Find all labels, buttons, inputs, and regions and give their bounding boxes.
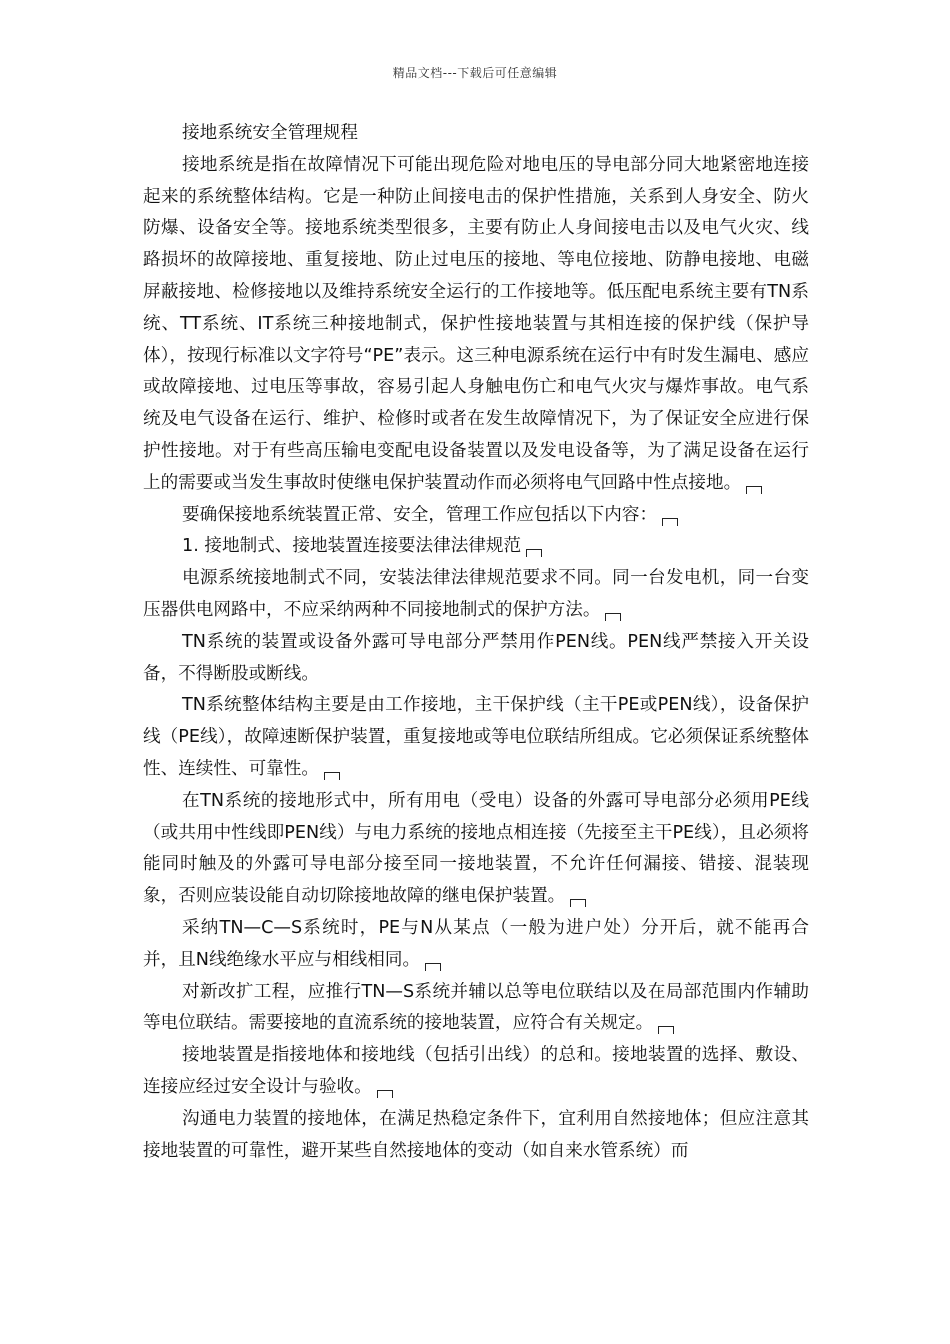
paragraph xyxy=(143,913,809,977)
document-title: 接地系统安全管理规程 xyxy=(182,123,358,143)
paragraph-end-mark-icon xyxy=(570,899,586,907)
paragraph-text: 采纳TN—C—S系统时，PE与N从某点（一般为进户处）分开后，就不能再合并，且N线绝缘水平应与相线相同。 xyxy=(143,917,809,970)
paragraph-text: 对新改扩工程，应推行TN—S系统并辅以总等电位联结以及在局部范围内作辅助等电位联结。需要接地的直流系统的接地装置，应符合有关规定。 xyxy=(143,981,809,1034)
paragraph-end-mark-icon xyxy=(425,963,441,971)
paragraph xyxy=(143,627,809,691)
paragraph-end-mark-icon xyxy=(377,1090,393,1098)
paragraph-text: 在TN系统的接地形式中，所有用电（受电）设备的外露可导电部分必须用PE线（或共用中性线即PEN线）与电力系统的接地点相连接（先接至主干PE线），且必须将能同时触及的外露可导电部分接至同一接地装置，不允许任何漏接、错接、混装现象，否则应装设能自动切除接地故障的继电保护装置。 xyxy=(143,790,809,907)
paragraph-end-mark-icon xyxy=(526,549,542,557)
paragraph-text: TN系统整体结构主要是由工作接地，主干保护线（主干PE或PEN线），设备保护线（PE线），故障速断保护装置，重复接地或等电位联结所组成。它必须保证系统整体性、连续性、可靠性。 xyxy=(143,695,809,779)
paragraph-end-mark-icon xyxy=(605,613,621,621)
document-body xyxy=(143,118,809,1167)
paragraph-end-mark-icon xyxy=(746,486,762,494)
paragraph xyxy=(143,1040,809,1104)
paragraph-text: 电源系统接地制式不同，安装法律法律规范要求不同。同一台发电机，同一台变压器供电网路中，不应采纳两种不同接地制式的保护方法。 xyxy=(143,568,809,620)
paragraph xyxy=(143,563,809,627)
paragraph-text: 接地装置是指接地体和接地线（包括引出线）的总和。接地装置的选择、敷设、连接应经过安全设计与验收。 xyxy=(143,1045,809,1097)
paragraph xyxy=(143,690,809,785)
paragraph-end-mark-icon xyxy=(662,518,678,526)
paragraph-text: 沟通电力装置的接地体，在满足热稳定条件下，宜利用自然接地体；但应注意其接地装置的可靠性，避开某些自然接地体的变动（如自来水管系统）而 xyxy=(143,1108,809,1161)
paragraph-end-mark-icon xyxy=(324,772,340,780)
paragraph-text: 要确保接地系统装置正常、安全，管理工作应包括以下内容： xyxy=(182,504,658,525)
paragraph-text: 接地系统是指在故障情况下可能出现危险对地电压的导电部分同大地紧密地连接起来的系统整体结构。它是一种防止间接电击的保护性措施，关系到人身安全、防火防爆、设备安全等。接地系统类型很多，主要有防止人身间接电击以及电气火灾、线路损坏的故障接地、重复接地、防止过电压的接地、等电位接地、防静电接地、电磁屏蔽接地、检修接地以及维持系统安全运行的工作接地等。低压配电系统主要有TN系统、TT系统、IT系统三种接地制式，保护性接地装置与其相连接的保护线（保护导体），按现行标准以文字符号“PE”表示。这三种电源系统在运行中有时发生漏电、感应或故障接地、过电压等事故，容易引起人身触电伤亡和电气火灾与爆炸事故。电气系统及电气设备在运行、维护、检修时或者在发生故障情况下，为了保证安全应进行保护性接地。对于有些高压输电变配电设备装置以及发电设备等，为了满足设备在运行上的需要或当发生事故时使继电保护装置动作而必须将电气回路中性点接地。 xyxy=(143,154,809,493)
paragraph xyxy=(143,1104,809,1168)
paragraph-end-mark-icon xyxy=(658,1026,674,1034)
paragraph xyxy=(143,500,809,532)
paragraph xyxy=(143,531,809,563)
paragraph-text: TN系统的装置或设备外露可导电部分严禁用作PEN线。PEN线严禁接入开关设备，不得断股或断线。 xyxy=(143,631,809,684)
paragraph-text: 1. 接地制式、接地装置连接要法律法律规范 xyxy=(182,536,522,557)
page-header: 精品文档---下载后可任意编辑 xyxy=(392,66,558,80)
paragraph xyxy=(143,150,809,500)
paragraph xyxy=(143,977,809,1041)
paragraph xyxy=(143,786,809,913)
paragraph-list xyxy=(143,150,809,1168)
